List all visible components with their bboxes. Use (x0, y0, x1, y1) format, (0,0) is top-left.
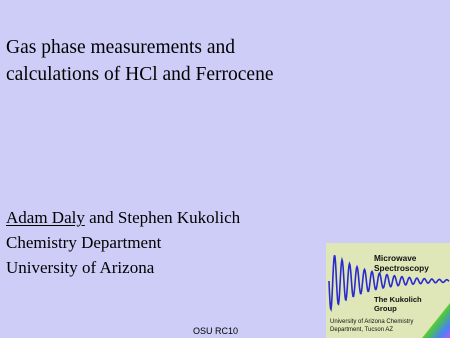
logo-affiliation-line-1: University of Arizona Chemistry (330, 319, 414, 325)
logo-group (374, 295, 422, 313)
logo-group-line-2: Group (374, 304, 397, 313)
logo-affiliation-line-2: Department, Tucson AZ (330, 326, 394, 333)
title-line-2: calculations of HCl and Ferrocene (6, 64, 274, 85)
logo-group-line-1: The Kukolich (374, 295, 422, 304)
logo-affiliation (330, 319, 440, 334)
group-logo (326, 243, 450, 338)
author-block (6, 205, 326, 280)
logo-title (374, 253, 429, 273)
slide-title (6, 34, 426, 88)
university: University of Arizona (6, 258, 155, 277)
logo-line-1: Microwave (374, 253, 417, 263)
co-author: and Stephen Kukolich (84, 208, 241, 227)
title-line-1: Gas phase measurements and (6, 37, 236, 58)
logo-line-2: Spectroscopy (374, 263, 429, 273)
footer-text: OSU RC10 (193, 326, 239, 336)
department: Chemistry Department (6, 233, 162, 252)
authors-line (6, 205, 326, 230)
primary-author: Adam Daly (6, 208, 85, 227)
